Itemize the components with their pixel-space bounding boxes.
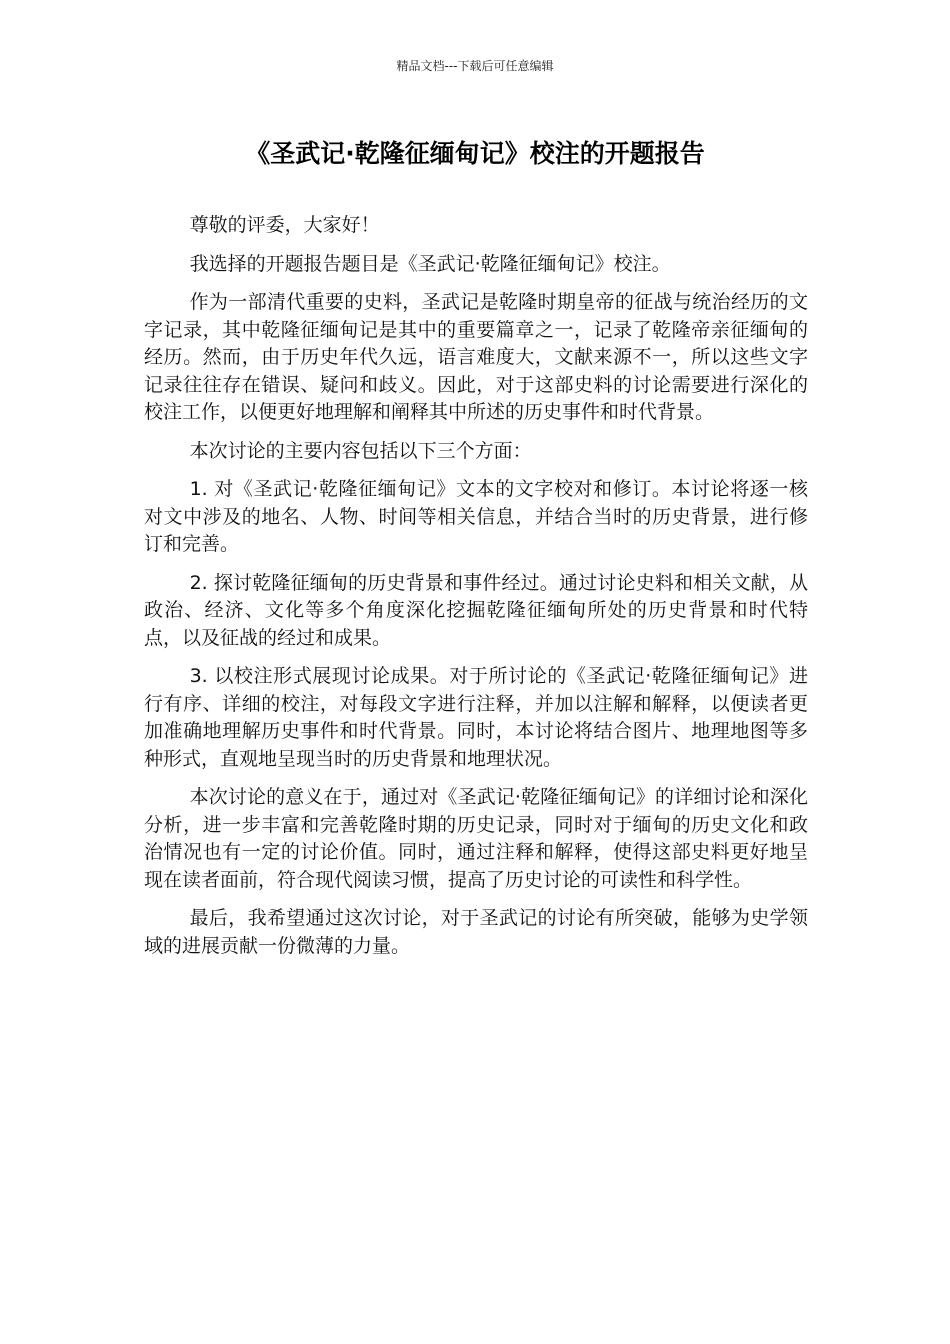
paragraph-item-1: 1. 对《圣武记·乾隆征缅甸记》文本的文字校对和修订。本讨论将逐一核对文中涉及的地名、人物、时间等相关信息，并结合当时的历史背景，进行修订和完善。 [144,478,808,555]
document-body [144,212,808,971]
paragraph-conclusion: 最后，我希望通过这次讨论，对于圣武记的讨论有所突破，能够为史学领域的进展贡献一份微薄的力量。 [144,907,808,957]
paragraph-item-2: 2. 探讨乾隆征缅甸的历史背景和事件经过。通过讨论史料和相关文献，从政治、经济、文化等多个角度深化挖掘乾隆征缅甸所处的历史背景和时代特点，以及征战的经过和成果。 [144,571,808,649]
paragraph-item-3: 3. 以校注形式展现讨论成果。对于所讨论的《圣武记·乾隆征缅甸记》进行有序、详细的校注，对每段文字进行注释，并加以注解和解释，以便读者更加准确地理解历史事件和时代背景。同时，本讨论将结合图片、地理地图等多种形式，直观地呈现当时的历史背景和地理状况。 [144,665,808,770]
paragraph-topic: 我选择的开题报告题目是《圣武记·乾隆征缅甸记》校注。 [189,252,671,275]
document-title: 《圣武记·乾隆征缅甸记》校注的开题报告 [245,139,705,168]
paragraph-significance: 本次讨论的意义在于，通过对《圣武记·乾隆征缅甸记》的详细讨论和深化分析，进一步丰富和完善乾隆时期的历史记录，同时对于缅甸的历史文化和政治情况也有一定的讨论价值。同时，通过注释和解释，使得这部史料更好地呈现在读者面前，符合现代阅读习惯，提高了历史讨论的可读性和科学性。 [144,786,808,891]
paragraph-content-intro: 本次讨论的主要内容包括以下三个方面： [189,439,532,462]
header-note: 精品文档---下载后可任意编辑 [396,59,554,73]
paragraph-background: 作为一部清代重要的史料，圣武记是乾隆时期皇帝的征战与统治经历的文字记录，其中乾隆征缅甸记是其中的重要篇章之一，记录了乾隆帝亲征缅甸的经历。然而，由于历史年代久远，语言难度大，文献来源不一，所以这些文字记录往往存在错误、疑问和歧义。因此，对于这部史料的讨论需要进行深化的校注工作，以便更好地理解和阐释其中所述的历史事件和时代背景。 [144,291,808,423]
paragraph-greeting: 尊敬的评委，大家好！ [189,214,380,236]
